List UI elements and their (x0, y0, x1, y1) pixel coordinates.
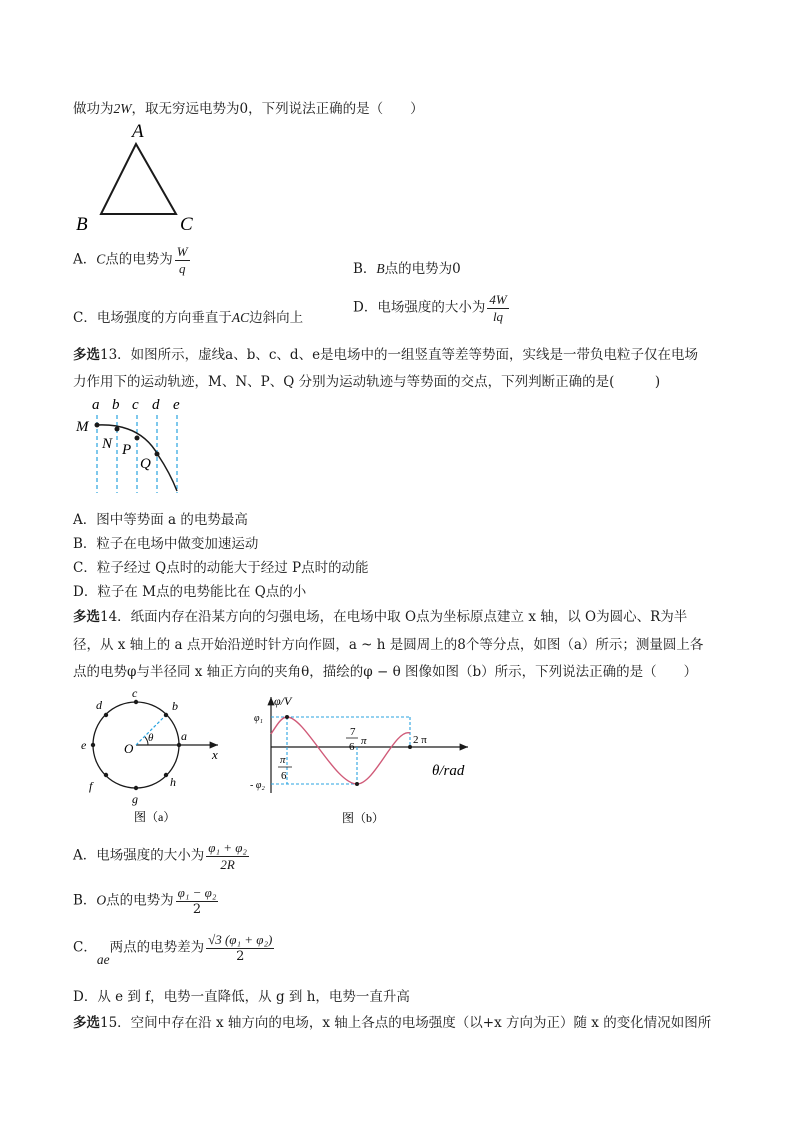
label-phi2: - φ₂ (250, 780, 265, 791)
label-N: N (102, 436, 113, 452)
two-pi-point (408, 745, 412, 749)
y-label: φ/V (274, 694, 292, 708)
q14-stem-line1: 多选14．纸面内存在沿某方向的匀强电场，在电场中取 O点为坐标原点建立 x 轴，以 O为圆心、R为半 (73, 609, 688, 625)
point-P (135, 436, 140, 441)
label-b: b (172, 699, 178, 713)
q13-stem-line2: 力作用下的运动轨迹，M、N、P、Q 分别为运动轨迹与等势面的交点，下列判断正确的是( ) (73, 374, 661, 390)
label-Q: Q (140, 456, 151, 472)
multi-select-tag: 多选 (73, 347, 100, 363)
circle-figure-a (72, 685, 232, 825)
point-Q (155, 452, 160, 457)
fraction: $\frac{4W}{lq}$ (489, 292, 507, 324)
label-b: b (112, 397, 120, 413)
fraction: $\frac{W}{q}$ (176, 244, 188, 276)
phi-theta-graph (250, 693, 490, 828)
label-phi1: φ₁ (254, 713, 264, 724)
triangle-abc (101, 144, 176, 214)
caption-b: 图（b） (342, 811, 385, 825)
tick-7pi6-pi: π (361, 735, 367, 747)
point-M (95, 423, 100, 428)
min-point (355, 782, 359, 786)
q15-stem-line1: 多选15．空间中存在沿 x 轴方向的电场，x 轴上各点的电场强度（以+x 方向为正）随 x 的变化情况如图所 (73, 1015, 712, 1031)
label-A: A (132, 121, 144, 142)
q12-option-a[interactable]: A．C点的电势为 $\frac{W}{q}$ (73, 244, 188, 276)
q14-option-b[interactable]: B．O点的电势为 $\frac{\text{φ₁ − φ₂}}{2}$ (73, 885, 217, 917)
label-e: e (81, 738, 87, 752)
q12-option-d[interactable]: D．电场强度的大小为 $\frac{4W}{lq}$ (353, 292, 507, 324)
label-c: c (132, 397, 139, 413)
q12-intro: 做功为2W，取无穷远电势为0，下列说法正确的是（ ） (73, 101, 424, 117)
point-g (134, 786, 138, 790)
label-d: d (152, 397, 160, 413)
fraction: $\frac{\text{φ₁ − φ₂}}{2}$ (177, 885, 217, 917)
label-e: e (173, 397, 180, 413)
q13-option-d[interactable]: D．粒子在 M点的电势能比在 Q点的小 (73, 584, 307, 600)
label-B: B (76, 214, 88, 235)
multi-select-tag: 多选 (73, 609, 100, 625)
point-N (115, 427, 120, 432)
point-e (91, 743, 95, 747)
point-d (104, 713, 108, 717)
label-a: a (92, 397, 100, 413)
label-x: x (212, 747, 218, 762)
label-d: d (96, 698, 102, 712)
label-g: g (132, 792, 138, 806)
q14-stem-line3: 点的电势φ与半径同 x 轴正方向的夹角θ，描绘的φ − θ 图像如图（b）所示，下列说法正确的是（ ） (73, 664, 698, 680)
x-label: θ/rad (432, 763, 465, 779)
tick-pi6-den: 6 (281, 770, 287, 782)
phi-curve (271, 717, 410, 784)
label-O: O (124, 741, 134, 756)
label-a: a (181, 729, 187, 743)
point-b (164, 713, 168, 717)
fraction: $\frac{\text{φ₁ + φ₂}}{2R}$ (208, 840, 247, 872)
triangle-figure (70, 120, 220, 235)
point-f (104, 773, 108, 777)
tick-pi6-num: π (280, 754, 286, 766)
q14-stem-line2: 径，从 x 轴上的 a 点开始沿逆时针方向作圆，a ~ h 是圆周上的8个等分点，如图（a）所示；测量圆上各 (73, 637, 704, 653)
tick-7pi6-num: 7 (350, 726, 356, 738)
label-theta: θ (148, 732, 154, 744)
label-2pi: 2 π (413, 734, 427, 746)
point-c (134, 700, 138, 704)
q13-stem-line1: 多选13．如图所示，虚线a、b、c、d、e是电场中的一组竖直等差等势面，实线是一带负电粒子仅在电场 (73, 347, 699, 363)
label-C: C (180, 214, 193, 235)
max-point (285, 715, 289, 719)
q13-option-b[interactable]: B．粒子在电场中做变加速运动 (73, 536, 259, 552)
q13-option-a[interactable]: A．图中等势面 a 的电势最高 (73, 512, 248, 528)
q13-option-c[interactable]: C．粒子经过 Q点时的动能大于经过 P点时的动能 (73, 560, 369, 576)
q14-option-c[interactable]: C．ae两点的电势差为 $\frac{\text{√3 (φ₁ + φ₂)}}{2}$ (73, 932, 273, 967)
point-h (164, 773, 168, 777)
q14-option-d[interactable]: D．从 e 到 f，电势一直降低，从 g 到 h，电势一直升高 (73, 989, 410, 1005)
fraction: $\frac{\text{√3 (φ₁ + φ₂)}}{2}$ (208, 932, 273, 964)
label-c: c (132, 686, 138, 700)
label-f: f (89, 779, 93, 793)
tick-7pi6-den: 6 (349, 741, 355, 753)
caption-a: 图（a） (134, 810, 176, 824)
label-M: M (76, 419, 89, 435)
label-h: h (170, 775, 176, 789)
point-a (177, 743, 181, 747)
q14-option-a[interactable]: A．电场强度的大小为 $\frac{\text{φ₁ + φ₂}}{2R}$ (73, 840, 247, 872)
trajectory-figure (70, 393, 200, 498)
q12-option-c[interactable]: C．电场强度的方向垂直于AC边斜向上 (73, 310, 304, 326)
multi-select-tag: 多选 (73, 1015, 100, 1031)
q12-option-b[interactable]: B．B点的电势为0 (353, 261, 461, 277)
label-P: P (122, 442, 132, 458)
